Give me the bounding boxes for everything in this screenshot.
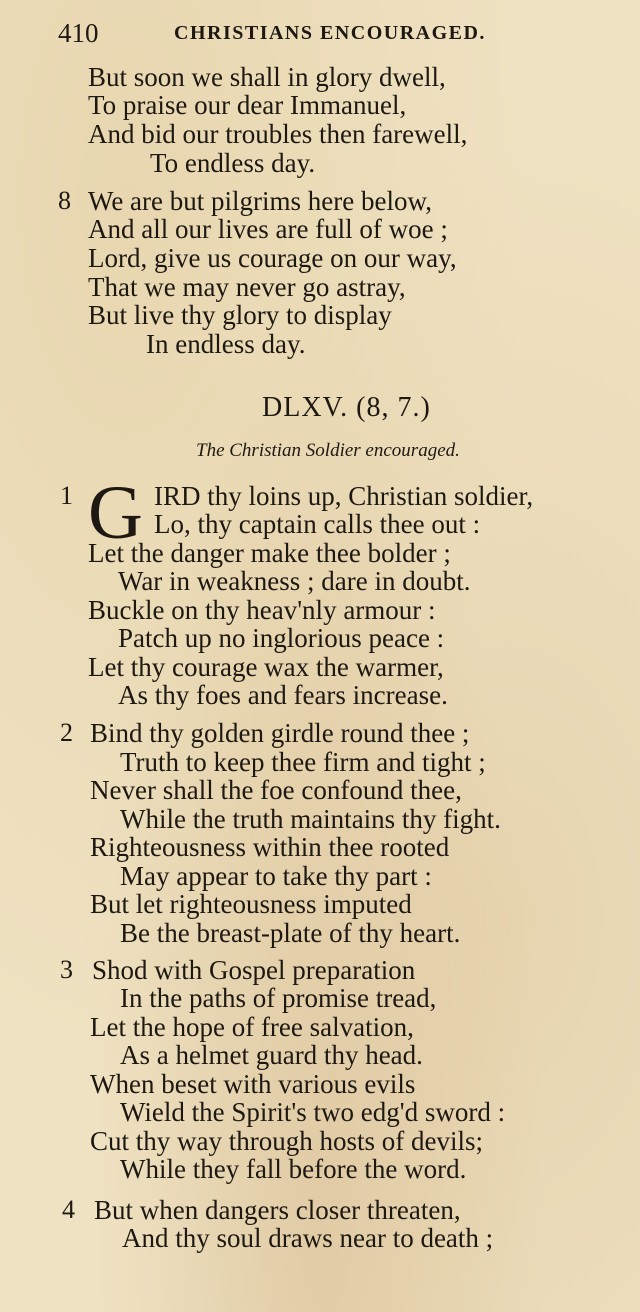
page-header	[58, 18, 618, 50]
verse-line: Buckle on thy heav'nly armour :	[88, 595, 436, 625]
verse-line: And thy soul draws near to death ;	[122, 1223, 494, 1253]
verse-line: May appear to take thy part :	[120, 861, 432, 891]
stanza-number: 3	[60, 955, 73, 984]
running-head: CHRISTIANS ENCOURAGED.	[174, 22, 486, 44]
verse-line: Truth to keep thee firm and tight ;	[120, 747, 486, 777]
verse-line: Never shall the foe confound thee,	[90, 775, 462, 805]
verse-line: Let thy courage wax the warmer,	[88, 652, 444, 682]
stanza-number: 4	[62, 1195, 75, 1224]
verse-line: In the paths of promise tread,	[120, 983, 437, 1013]
verse-line: To endless day.	[150, 148, 316, 178]
verse-line: Patch up no inglorious peace :	[118, 623, 445, 653]
verse-line: As thy foes and fears increase.	[118, 680, 448, 710]
verse-line: Bind thy golden girdle round thee ;	[90, 718, 470, 748]
verse-line: Lord, give us courage on our way,	[88, 243, 457, 273]
stanza-number: 1	[60, 481, 73, 510]
verse-line: But when dangers closer threaten,	[94, 1195, 461, 1225]
page-number: 410	[58, 18, 99, 48]
drop-cap: G	[88, 471, 143, 555]
verse-line: To praise our dear Immanuel,	[88, 90, 407, 120]
verse-line: Cut thy way through hosts of devils;	[90, 1126, 483, 1156]
verse-line: Wield the Spirit's two edg'd sword :	[120, 1097, 506, 1127]
verse-line: And bid our troubles then farewell,	[88, 119, 468, 149]
hymn-subtitle: The Christian Soldier encouraged.	[196, 440, 460, 461]
verse-line: Let the danger make thee bolder ;	[88, 538, 451, 568]
stanza-number: 8	[58, 186, 71, 215]
verse-line: And all our lives are full of woe ;	[88, 214, 448, 244]
verse-line: Lo, thy captain calls thee out :	[154, 509, 481, 539]
verse-line: When beset with various evils	[90, 1069, 416, 1099]
verse-line: Be the breast-plate of thy heart.	[120, 918, 461, 948]
verse-line: But live thy glory to display	[88, 300, 392, 330]
verse-line: As a helmet guard thy head.	[120, 1040, 423, 1070]
verse-line: But soon we shall in glory dwell,	[88, 62, 446, 92]
verse-line: Righteousness within thee rooted	[90, 832, 450, 862]
verse-line: Let the hope of free salvation,	[90, 1012, 414, 1042]
verse-line: That we may never go astray,	[88, 272, 406, 302]
stanza-number: 2	[60, 718, 73, 747]
verse-line: We are but pilgrims here below,	[88, 186, 432, 216]
verse-line: In endless day.	[146, 329, 306, 359]
verse-line: While the truth maintains thy fight.	[120, 804, 501, 834]
verse-line: War in weakness ; dare in doubt.	[118, 566, 471, 596]
verse-line: While they fall before the word.	[120, 1154, 467, 1184]
verse-line: IRD thy loins up, Christian soldier,	[154, 481, 534, 511]
verse-line: But let righteousness imputed	[90, 889, 412, 919]
hymn-title: DLXV. (8, 7.)	[262, 392, 431, 423]
verse-line: Shod with Gospel preparation	[92, 955, 416, 985]
